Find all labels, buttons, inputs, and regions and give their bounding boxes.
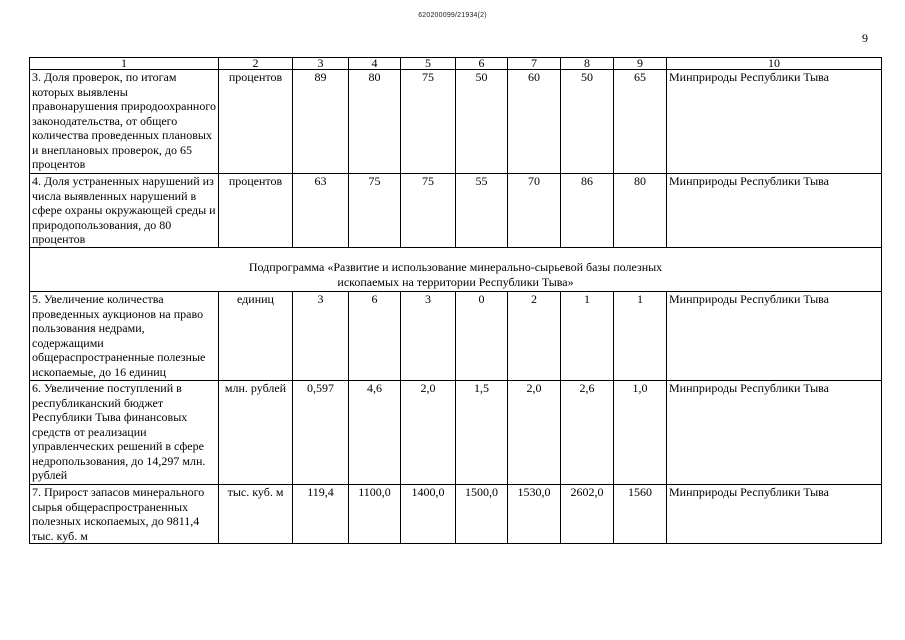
- header-cell: 3: [293, 58, 349, 70]
- header-cell: 8: [561, 58, 614, 70]
- value-cell: 86: [561, 174, 614, 248]
- responsible-cell: Минприроды Республики Тыва: [667, 292, 882, 381]
- value-cell: 3: [293, 292, 349, 381]
- value-cell: 75: [401, 70, 456, 174]
- indicator-cell: 5. Увеличение количества проведенных аукционов на право пользования недрами, содержащими общераспространенные полезные ископаемые, до 16 единиц: [30, 292, 219, 381]
- value-cell: 4,6: [349, 381, 401, 485]
- document-id: 620200099/21934(2): [418, 12, 487, 19]
- responsible-cell: Минприроды Республики Тыва: [667, 70, 882, 174]
- value-cell: 1100,0: [349, 485, 401, 544]
- table-row: [30, 381, 882, 485]
- value-cell: 60: [508, 70, 561, 174]
- value-cell: 2: [508, 292, 561, 381]
- table-row: [30, 485, 882, 544]
- header-cell: 4: [349, 58, 401, 70]
- value-cell: 75: [349, 174, 401, 248]
- value-cell: 1,5: [456, 381, 508, 485]
- responsible-cell: Минприроды Республики Тыва: [667, 485, 882, 544]
- value-cell: 70: [508, 174, 561, 248]
- value-cell: 0: [456, 292, 508, 381]
- value-cell: 3: [401, 292, 456, 381]
- responsible-cell: Минприроды Республики Тыва: [667, 174, 882, 248]
- value-cell: 1560: [614, 485, 667, 544]
- value-cell: 55: [456, 174, 508, 248]
- value-cell: 2,6: [561, 381, 614, 485]
- value-cell: 80: [614, 174, 667, 248]
- indicator-cell: 6. Увеличение поступлений в республиканский бюджет Республики Тыва финансовых средств от реализации управленческих решений в сфере недропользования, до 14,297 млн. рублей: [30, 381, 219, 485]
- value-cell: 2,0: [508, 381, 561, 485]
- header-cell: 1: [30, 58, 219, 70]
- subprogram-title: [30, 248, 882, 292]
- value-cell: 2602,0: [561, 485, 614, 544]
- value-cell: 1,0: [614, 381, 667, 485]
- indicator-cell: 3. Доля проверок, по итогам которых выявлены правонарушения природоохранного законодательства, от общего количества проведенных плановых и внеплановых проверок, до 65 процентов: [30, 70, 219, 174]
- subprogram-title-text: Подпрограмма «Развитие и использование минерально-сырьевой базы полезных ископаемых на территории Республики Тыва»: [248, 260, 663, 289]
- value-cell: 1400,0: [401, 485, 456, 544]
- unit-cell: единиц: [219, 292, 293, 381]
- value-cell: 89: [293, 70, 349, 174]
- value-cell: 1530,0: [508, 485, 561, 544]
- value-cell: 50: [456, 70, 508, 174]
- value-cell: 2,0: [401, 381, 456, 485]
- value-cell: 80: [349, 70, 401, 174]
- unit-cell: млн. рублей: [219, 381, 293, 485]
- indicator-cell: 7. Прирост запасов минерального сырья общераспространенных полезных ископаемых, до 9811,4 тыс. куб. м: [30, 485, 219, 544]
- header-cell: 7: [508, 58, 561, 70]
- table-row: [30, 174, 882, 248]
- header-cell: 2: [219, 58, 293, 70]
- value-cell: 1500,0: [456, 485, 508, 544]
- responsible-cell: Минприроды Республики Тыва: [667, 381, 882, 485]
- table-header-row: [30, 58, 882, 70]
- indicator-cell: 4. Доля устраненных нарушений из числа выявленных нарушений в сфере охраны окружающей среды и природопользования, до 80 процентов: [30, 174, 219, 248]
- value-cell: 75: [401, 174, 456, 248]
- unit-cell: тыс. куб. м: [219, 485, 293, 544]
- unit-cell: процентов: [219, 70, 293, 174]
- subprogram-row: [30, 248, 882, 292]
- value-cell: 63: [293, 174, 349, 248]
- page-number: 9: [862, 31, 868, 45]
- value-cell: 65: [614, 70, 667, 174]
- table-row: [30, 70, 882, 174]
- header-cell: 10: [667, 58, 882, 70]
- header-cell: 5: [401, 58, 456, 70]
- value-cell: 50: [561, 70, 614, 174]
- value-cell: 1: [614, 292, 667, 381]
- header-cell: 6: [456, 58, 508, 70]
- indicators-table: [29, 57, 882, 544]
- value-cell: 0,597: [293, 381, 349, 485]
- value-cell: 1: [561, 292, 614, 381]
- value-cell: 6: [349, 292, 401, 381]
- unit-cell: процентов: [219, 174, 293, 248]
- value-cell: 119,4: [293, 485, 349, 544]
- table-row: [30, 292, 882, 381]
- header-cell: 9: [614, 58, 667, 70]
